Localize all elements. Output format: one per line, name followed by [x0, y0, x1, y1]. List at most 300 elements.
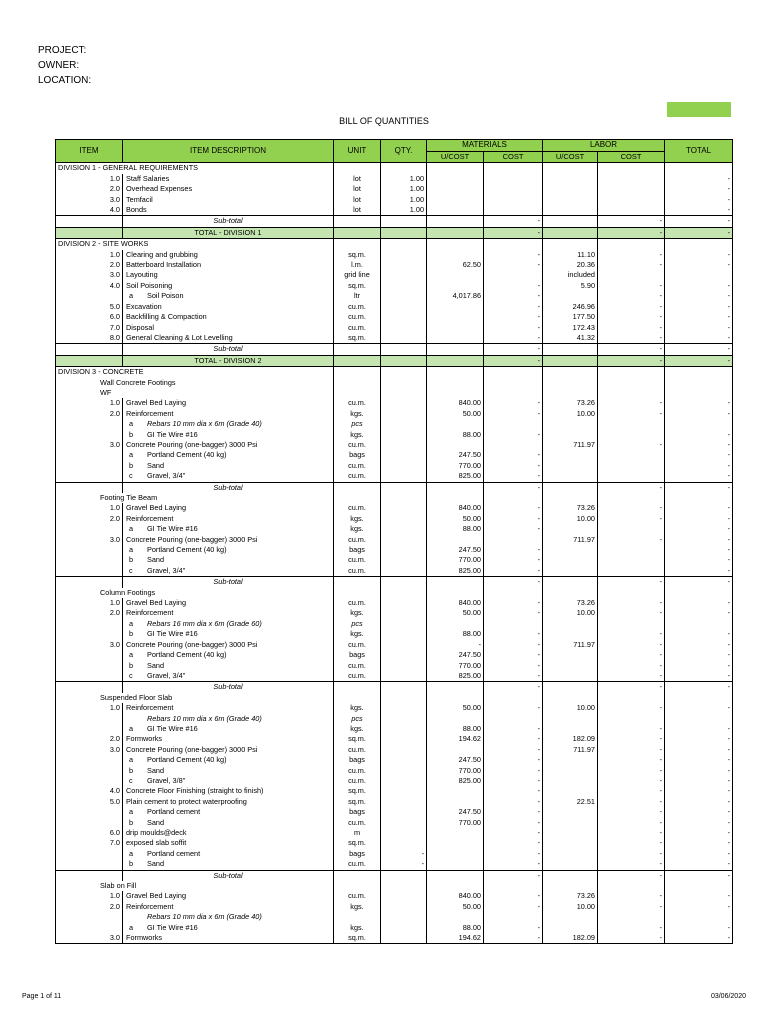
item-description-cell: Soil Poisoning	[123, 281, 334, 291]
unit-cell: kgs.	[334, 724, 381, 734]
materials-cost-cell: -	[484, 344, 543, 355]
item-description-cell: Gravel Bed Laying	[123, 598, 334, 608]
table-row	[56, 471, 733, 482]
item-number-cell: 1.0	[56, 598, 123, 608]
quantity-cell	[381, 545, 427, 555]
labor-cost-cell: -	[598, 598, 665, 608]
total-cell: -	[665, 828, 733, 838]
labor-cost-cell	[598, 419, 665, 429]
labor-cost-cell: -	[598, 312, 665, 322]
item-number-cell: 1.0	[56, 398, 123, 408]
item-number-cell	[56, 859, 123, 870]
item-description-cell: drip moulds@deck	[123, 828, 334, 838]
quantity-cell	[381, 270, 427, 280]
empty-cell	[665, 881, 733, 891]
labor-unit-cost-cell: 10.00	[543, 608, 598, 618]
item-number-cell: 3.0	[56, 535, 123, 545]
empty-cell	[543, 577, 598, 588]
item-number-cell: 3.0	[56, 933, 123, 944]
unit-cell: cu.m.	[334, 302, 381, 312]
total-cell: -	[665, 703, 733, 713]
table-row	[56, 902, 733, 912]
materials-unit-cost-cell	[427, 619, 484, 629]
materials-cost-cell: -	[484, 409, 543, 419]
labor-unit-cost-cell	[543, 776, 598, 786]
materials-unit-cost-cell	[427, 849, 484, 859]
materials-cost-cell: -	[484, 577, 543, 588]
total-cell: -	[665, 174, 733, 184]
empty-cell	[334, 482, 381, 493]
total-cell: -	[665, 333, 733, 344]
materials-unit-cost-cell: 50.00	[427, 902, 484, 912]
labor-unit-cost-cell: 10.00	[543, 409, 598, 419]
sub-item-letter: b	[129, 817, 134, 827]
table-row	[56, 333, 733, 344]
empty-cell	[334, 227, 381, 238]
empty-cell	[598, 588, 665, 598]
sub-item-text: Portland Cement (40 kg)	[147, 450, 227, 460]
table-row	[56, 260, 733, 270]
empty-cell	[665, 388, 733, 398]
unit-cell: cu.m.	[334, 671, 381, 682]
col-materials-cost-header: COST	[484, 152, 543, 163]
empty-cell	[427, 355, 484, 366]
col-labor-cost-header: COST	[598, 152, 665, 163]
item-number-cell	[56, 923, 123, 933]
labor-unit-cost-cell	[543, 619, 598, 629]
total-cell	[665, 270, 733, 280]
materials-cost-cell: -	[484, 471, 543, 482]
empty-cell	[381, 344, 427, 355]
item-description-cell: Concrete Pouring (one-bagger) 3000 Psi	[123, 640, 334, 650]
materials-cost-cell	[484, 714, 543, 724]
labor-unit-cost-cell: 20.36	[543, 260, 598, 270]
quantity-cell	[381, 409, 427, 419]
materials-cost-cell: -	[484, 923, 543, 933]
table-row	[56, 766, 733, 776]
section-header-row	[56, 493, 733, 503]
materials-unit-cost-cell	[427, 786, 484, 796]
quantity-cell	[381, 291, 427, 301]
total-cell: -	[665, 344, 733, 355]
labor-unit-cost-cell: 11.10	[543, 250, 598, 260]
division-total-row	[56, 227, 733, 238]
labor-cost-cell: -	[598, 849, 665, 859]
sub-item-letter: c	[129, 565, 133, 575]
item-description-cell: Batterboard Installation	[123, 260, 334, 270]
materials-unit-cost-cell: 88.00	[427, 524, 484, 534]
labor-unit-cost-cell: 41.32	[543, 333, 598, 344]
empty-cell	[598, 378, 665, 388]
item-description-cell	[123, 912, 334, 922]
materials-cost-cell	[484, 440, 543, 450]
materials-unit-cost-cell: -	[427, 640, 484, 650]
item-number-cell	[56, 419, 123, 429]
item-description-cell: Plain cement to protect waterproofing	[123, 797, 334, 807]
table-row	[56, 535, 733, 545]
total-cell: -	[665, 734, 733, 744]
total-cell: -	[665, 902, 733, 912]
item-description-cell	[123, 807, 334, 817]
section-title: Column Footings	[56, 588, 334, 598]
materials-cost-cell: -	[484, 355, 543, 366]
quantity-cell	[381, 333, 427, 344]
item-description-cell: Formworks	[123, 933, 334, 944]
table-row	[56, 461, 733, 471]
empty-cell	[543, 367, 598, 378]
labor-cost-cell: -	[598, 766, 665, 776]
total-cell: -	[665, 503, 733, 513]
labor-cost-cell: -	[598, 797, 665, 807]
sub-item-text: Gravel, 3/4"	[147, 565, 186, 575]
labor-cost-cell: -	[598, 482, 665, 493]
materials-unit-cost-cell: 62.50	[427, 260, 484, 270]
empty-cell	[484, 239, 543, 250]
table-row	[56, 807, 733, 817]
unit-cell: bags	[334, 650, 381, 660]
item-description-cell	[123, 566, 334, 577]
empty-cell	[543, 870, 598, 881]
item-number-cell: 5.0	[56, 302, 123, 312]
materials-cost-cell: -	[484, 849, 543, 859]
materials-cost-cell: -	[484, 333, 543, 344]
item-description-cell: Concrete Pouring (one-bagger) 3000 Psi	[123, 440, 334, 450]
quantity-cell	[381, 671, 427, 682]
labor-unit-cost-cell	[543, 838, 598, 848]
unit-cell: bags	[334, 755, 381, 765]
item-number-cell	[56, 450, 123, 460]
item-number-cell: 1.0	[56, 703, 123, 713]
quantity-cell	[381, 807, 427, 817]
table-row	[56, 545, 733, 555]
unit-cell: cu.m.	[334, 891, 381, 901]
item-number-cell: 7.0	[56, 838, 123, 848]
empty-cell	[381, 227, 427, 238]
item-number-cell	[56, 724, 123, 734]
labor-cost-cell: -	[598, 838, 665, 848]
subtotal-row	[56, 482, 733, 493]
unit-cell: kgs.	[334, 703, 381, 713]
empty-cell	[543, 693, 598, 703]
item-description-cell	[123, 555, 334, 565]
location-label: LOCATION:	[38, 75, 92, 86]
quantity-cell	[381, 608, 427, 618]
quantity-cell	[381, 629, 427, 639]
table-row	[56, 302, 733, 312]
total-cell: -	[665, 745, 733, 755]
item-description-cell: General Cleaning & Lot Levelling	[123, 333, 334, 344]
labor-cost-cell: -	[598, 891, 665, 901]
item-description-cell: Formworks	[123, 734, 334, 744]
materials-unit-cost-cell: 770.00	[427, 461, 484, 471]
labor-unit-cost-cell: 711.97	[543, 535, 598, 545]
item-description-cell	[123, 619, 334, 629]
empty-cell	[543, 344, 598, 355]
labor-unit-cost-cell: 73.26	[543, 891, 598, 901]
materials-cost-cell: -	[484, 838, 543, 848]
unit-cell: cu.m.	[334, 598, 381, 608]
labor-cost-cell: -	[598, 724, 665, 734]
total-cell: -	[665, 598, 733, 608]
total-cell: -	[665, 355, 733, 366]
empty-cell	[427, 344, 484, 355]
subtotal-row	[56, 344, 733, 355]
empty-cell	[427, 367, 484, 378]
materials-cost-cell: -	[484, 640, 543, 650]
total-cell: -	[665, 755, 733, 765]
empty-cell	[56, 355, 123, 366]
table-row	[56, 629, 733, 639]
total-cell: -	[665, 450, 733, 460]
item-description-cell	[123, 661, 334, 671]
section-header-row	[56, 378, 733, 388]
quantity-cell	[381, 640, 427, 650]
table-row	[56, 566, 733, 577]
item-number-cell	[56, 291, 123, 301]
subtotal-row	[56, 682, 733, 693]
empty-cell	[427, 588, 484, 598]
item-number-cell: 3.0	[56, 745, 123, 755]
empty-cell	[381, 482, 427, 493]
item-number-cell	[56, 555, 123, 565]
empty-cell	[334, 378, 381, 388]
sub-item-text: GI Tie Wire #16	[147, 524, 198, 534]
materials-cost-cell: -	[484, 724, 543, 734]
empty-cell	[484, 367, 543, 378]
materials-unit-cost-cell: 247.50	[427, 807, 484, 817]
item-number-cell: 1.0	[56, 891, 123, 901]
sub-item-letter: b	[129, 765, 134, 775]
table-row	[56, 270, 733, 280]
materials-cost-cell	[484, 619, 543, 629]
total-cell: -	[665, 797, 733, 807]
empty-cell	[665, 239, 733, 250]
labor-cost-cell: -	[598, 302, 665, 312]
materials-unit-cost-cell	[427, 838, 484, 848]
empty-cell	[665, 378, 733, 388]
table-row	[56, 398, 733, 408]
labor-unit-cost-cell	[543, 184, 598, 194]
division-header-row	[56, 163, 733, 174]
total-cell: -	[665, 640, 733, 650]
sub-item-letter: a	[129, 650, 134, 660]
total-cell: -	[665, 514, 733, 524]
table-row	[56, 661, 733, 671]
empty-cell	[381, 367, 427, 378]
item-number-cell	[56, 650, 123, 660]
item-description-cell	[123, 291, 334, 301]
quantity-cell	[381, 524, 427, 534]
empty-cell	[598, 388, 665, 398]
total-cell: -	[665, 849, 733, 859]
materials-cost-cell: -	[484, 703, 543, 713]
sub-item-text: Sand	[147, 859, 165, 869]
unit-cell: cu.m.	[334, 566, 381, 577]
materials-cost-cell	[484, 184, 543, 194]
labor-unit-cost-cell	[543, 174, 598, 184]
item-number-cell	[56, 912, 123, 922]
materials-cost-cell: -	[484, 650, 543, 660]
total-cell: -	[665, 629, 733, 639]
item-number-cell	[56, 755, 123, 765]
item-description-cell	[123, 419, 334, 429]
labor-cost-cell: -	[598, 661, 665, 671]
labor-unit-cost-cell	[543, 766, 598, 776]
total-cell: -	[665, 323, 733, 333]
total-cell: -	[665, 250, 733, 260]
materials-cost-cell: -	[484, 661, 543, 671]
quantity-cell	[381, 471, 427, 482]
materials-cost-cell: -	[484, 545, 543, 555]
sub-item-letter: a	[129, 524, 134, 534]
total-cell: -	[665, 933, 733, 944]
sub-item-text: Sand	[147, 660, 165, 670]
materials-cost-cell: -	[484, 461, 543, 471]
item-number-cell	[56, 818, 123, 828]
section-title: Footing Tie Beam	[56, 493, 334, 503]
total-cell: -	[665, 608, 733, 618]
print-date: 03/06/2020	[710, 993, 746, 1000]
table-row	[56, 671, 733, 682]
table-row	[56, 859, 733, 870]
table-row	[56, 419, 733, 429]
empty-cell	[56, 682, 123, 693]
subtotal-label: Sub-total	[123, 216, 334, 227]
total-cell: -	[665, 227, 733, 238]
labor-cost-cell: -	[598, 650, 665, 660]
sub-item-letter: a	[129, 848, 134, 858]
item-description-cell	[123, 849, 334, 859]
section-title: WF	[56, 388, 334, 398]
labor-cost-cell: -	[598, 745, 665, 755]
item-number-cell: 1.0	[56, 503, 123, 513]
item-description-cell: Reinforcement	[123, 409, 334, 419]
labor-cost-cell: -	[598, 776, 665, 786]
item-description-cell	[123, 430, 334, 440]
item-number-cell: 5.0	[56, 797, 123, 807]
subtotal-row	[56, 216, 733, 227]
unit-cell: sq.m.	[334, 786, 381, 796]
empty-cell	[484, 693, 543, 703]
item-description-cell	[123, 524, 334, 534]
labor-cost-cell: -	[598, 281, 665, 291]
subtotal-label: Sub-total	[123, 482, 334, 493]
labor-cost-cell: -	[598, 227, 665, 238]
empty-cell	[381, 239, 427, 250]
table-row	[56, 650, 733, 660]
empty-cell	[56, 344, 123, 355]
unit-cell: cu.m.	[334, 398, 381, 408]
unit-cell: l.m.	[334, 260, 381, 270]
table-row	[56, 608, 733, 618]
item-number-cell	[56, 671, 123, 682]
labor-cost-cell	[598, 524, 665, 534]
labor-unit-cost-cell	[543, 786, 598, 796]
item-number-cell: 3.0	[56, 440, 123, 450]
table-row	[56, 440, 733, 450]
quantity-cell	[381, 786, 427, 796]
unit-cell: cu.m.	[334, 461, 381, 471]
labor-unit-cost-cell	[543, 430, 598, 440]
section-header-row	[56, 881, 733, 891]
labor-cost-cell	[598, 430, 665, 440]
table-row	[56, 714, 733, 724]
empty-cell	[665, 163, 733, 174]
quantity-cell	[381, 619, 427, 629]
materials-cost-cell: -	[484, 555, 543, 565]
sub-item-letter: a	[129, 545, 134, 555]
table-row	[56, 281, 733, 291]
item-number-cell: 2.0	[56, 260, 123, 270]
item-description-cell: Reinforcement	[123, 902, 334, 912]
quantity-cell	[381, 912, 427, 922]
materials-cost-cell: -	[484, 755, 543, 765]
unit-cell: cu.m.	[334, 818, 381, 828]
total-cell: -	[665, 661, 733, 671]
bill-of-quantities-table	[55, 139, 733, 944]
empty-cell	[484, 388, 543, 398]
sub-item-text: Sand	[147, 555, 165, 565]
materials-unit-cost-cell	[427, 270, 484, 280]
materials-unit-cost-cell: 50.00	[427, 409, 484, 419]
table-row	[56, 250, 733, 260]
sub-item-letter: c	[129, 775, 133, 785]
quantity-cell: 1.00	[381, 195, 427, 205]
materials-unit-cost-cell	[427, 333, 484, 344]
labor-cost-cell: -	[598, 755, 665, 765]
unit-cell: cu.m.	[334, 535, 381, 545]
labor-unit-cost-cell	[543, 461, 598, 471]
unit-cell: kgs.	[334, 409, 381, 419]
empty-cell	[665, 493, 733, 503]
unit-cell: sq.m.	[334, 797, 381, 807]
total-cell: -	[665, 461, 733, 471]
item-description-cell	[123, 545, 334, 555]
labor-cost-cell: -	[598, 859, 665, 870]
item-number-cell	[56, 471, 123, 482]
quantity-cell	[381, 566, 427, 577]
empty-cell	[484, 493, 543, 503]
labor-unit-cost-cell: 182.09	[543, 933, 598, 944]
materials-cost-cell: -	[484, 818, 543, 828]
labor-unit-cost-cell: 73.26	[543, 598, 598, 608]
unit-cell: lot	[334, 195, 381, 205]
item-description-cell: Concrete Floor Finishing (straight to finish)	[123, 786, 334, 796]
materials-unit-cost-cell: 825.00	[427, 566, 484, 577]
owner-label: OWNER:	[38, 60, 80, 71]
labor-cost-cell: -	[598, 682, 665, 693]
empty-cell	[334, 577, 381, 588]
division-title: DIVISION 3 - CONCRETE	[56, 367, 334, 378]
col-labor-ucost-header: U/COST	[543, 152, 598, 163]
item-description-cell: Gravel Bed Laying	[123, 398, 334, 408]
empty-cell	[334, 367, 381, 378]
materials-cost-cell: -	[484, 671, 543, 682]
item-number-cell: 2.0	[56, 902, 123, 912]
labor-cost-cell: -	[598, 333, 665, 344]
labor-cost-cell: -	[598, 870, 665, 881]
sub-item-letter: a	[129, 755, 134, 765]
empty-cell	[665, 588, 733, 598]
materials-unit-cost-cell: 50.00	[427, 608, 484, 618]
labor-cost-cell: -	[598, 355, 665, 366]
quantity-cell: 1.00	[381, 205, 427, 216]
sub-item-letter: c	[129, 471, 133, 481]
table-row	[56, 849, 733, 859]
materials-cost-cell: -	[484, 482, 543, 493]
materials-unit-cost-cell: 50.00	[427, 703, 484, 713]
unit-cell: bags	[334, 849, 381, 859]
